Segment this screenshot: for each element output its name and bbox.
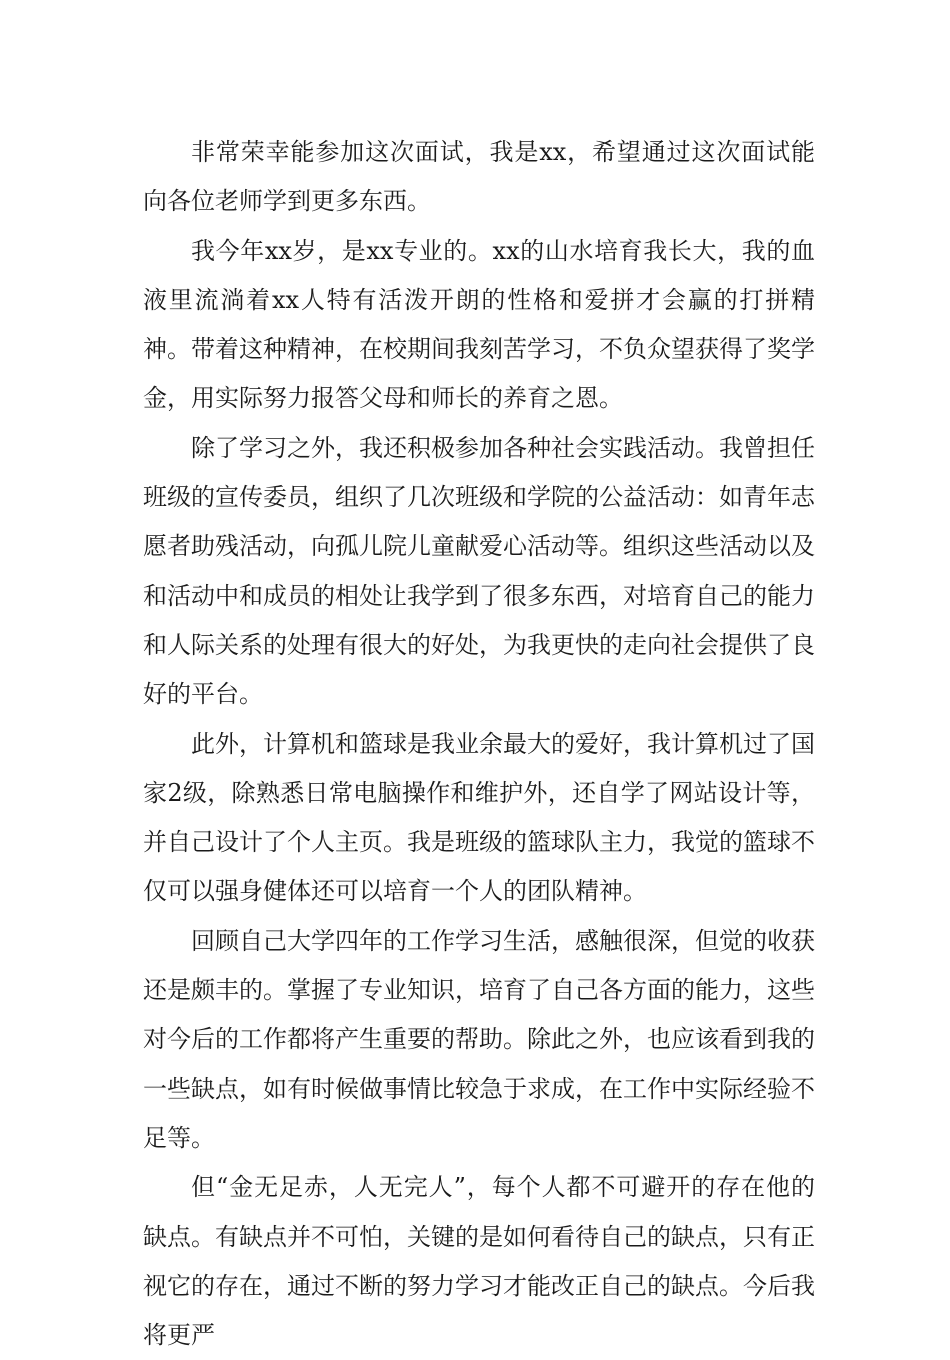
- paragraph-hobbies: 此外，计算机和篮球是我业余最大的爱好，我计算机过了国家2级，除熟悉日常电脑操作和维护外，还自学了网站设计等，并自己设计了个人主页。我是班级的篮球队主力，我觉的篮球不仅可以强身健体还可以培育一个人的团队精神。: [143, 729, 815, 906]
- document-body: [143, 128, 815, 1360]
- paragraph-review: 回顾自己大学四年的工作学习生活，感触很深，但觉的收获还是颇丰的。掌握了专业知识，培育了自己各方面的能力，这些对今后的工作都将产生重要的帮助。除此之外，也应该看到我的一些缺点，如有时候做事情比较急于求成，在工作中实际经验不足等。: [143, 926, 815, 1152]
- paragraph-activities: 除了学习之外，我还积极参加各种社会实践活动。我曾担任班级的宣传委员，组织了几次班级和学院的公益活动：如青年志愿者助残活动，向孤儿院儿童献爱心活动等。组织这些活动以及和活动中和成员的相处让我学到了很多东西，对培育自己的能力和人际关系的处理有很大的好处，为我更快的走向社会提供了良好的平台。: [143, 433, 815, 709]
- paragraph-background: 我今年xx岁，是xx专业的。xx的山水培育我长大，我的血液里流淌着xx人特有活泼开朗的性格和爱拼才会赢的打拼精神。带着这种精神，在校期间我刻苦学习，不负众望获得了奖学金，用实际努力报答父母和师长的养育之恩。: [143, 236, 815, 413]
- paragraph-intro: 非常荣幸能参加这次面试，我是xx，希望通过这次面试能向各位老师学到更多东西。: [143, 138, 815, 216]
- paragraph-shortcomings: 但“金无足赤，人无完人”，每个人都不可避开的存在他的缺点。有缺点并不可怕，关键的是如何看待自己的缺点，只有正视它的存在，通过不断的努力学习才能改正自己的缺点。今后我将更严: [143, 1173, 815, 1350]
